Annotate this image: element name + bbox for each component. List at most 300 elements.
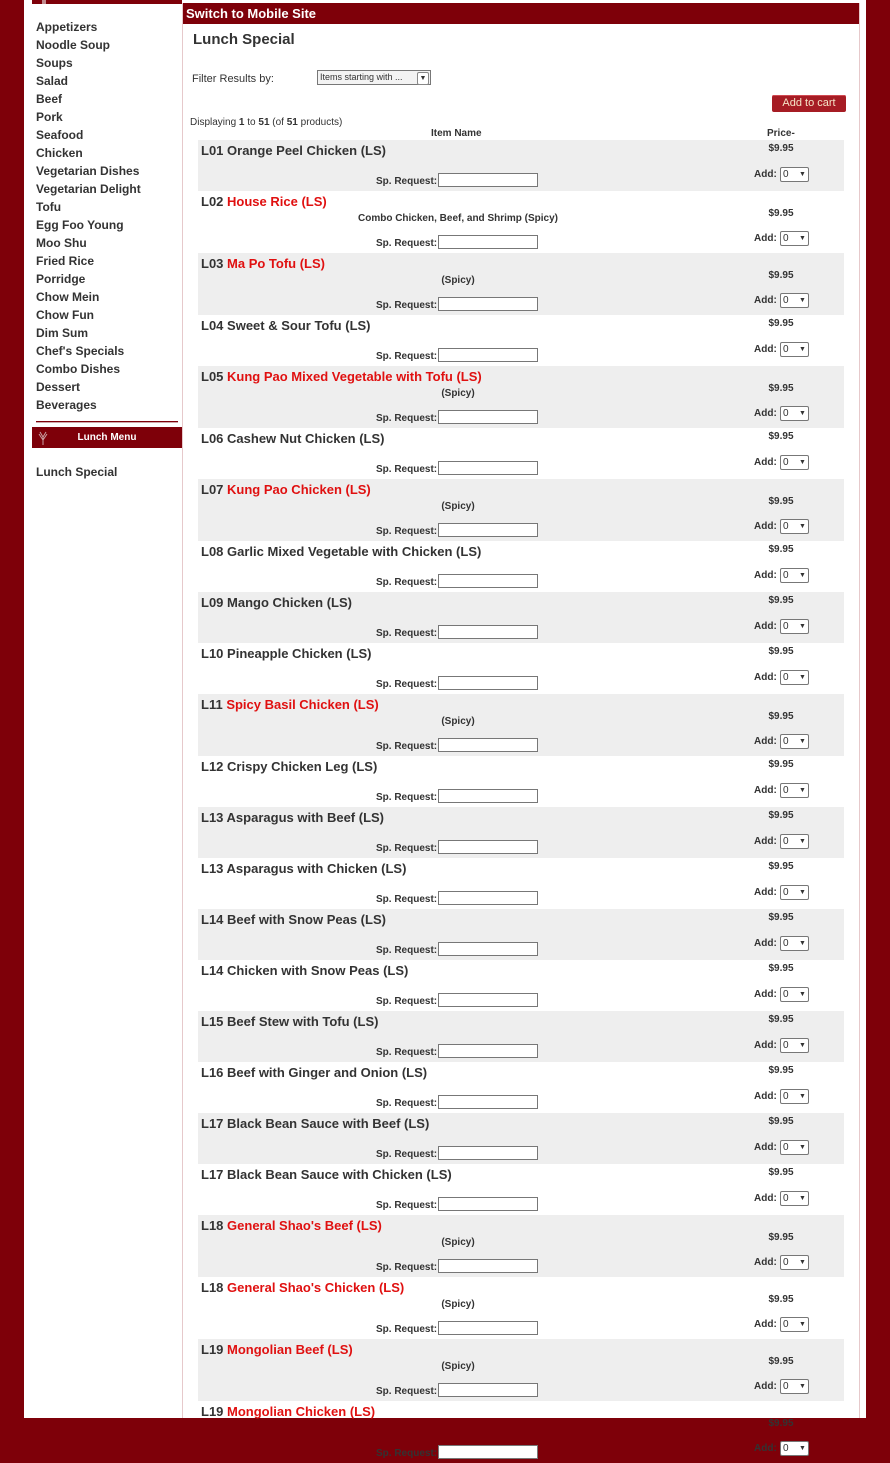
product-row <box>198 140 844 191</box>
add-quantity-label: Add: <box>754 344 777 355</box>
quantity-value: 0 <box>783 989 789 1000</box>
top-bar-notch <box>42 0 46 4</box>
product-title[interactable]: Crispy Chicken Leg (LS) <box>227 759 378 774</box>
product-row <box>198 960 844 1011</box>
sidebar-item-fried-rice[interactable]: Fried Rice <box>36 254 95 268</box>
special-request-label: Sp. Request: <box>376 1448 438 1459</box>
pagination-from: 1 <box>238 117 245 128</box>
special-request-input[interactable] <box>438 1095 538 1109</box>
special-request-label: Sp. Request: <box>376 1324 438 1335</box>
sidebar-item-beverages[interactable]: Beverages <box>36 398 97 412</box>
special-request-label: Sp. Request: <box>376 238 438 249</box>
product-row <box>198 807 844 858</box>
product-code: L19 <box>201 1404 224 1419</box>
special-request-label: Sp. Request: <box>376 1149 438 1160</box>
quantity-select[interactable] <box>780 783 809 798</box>
chevron-down-icon: ▼ <box>799 991 806 998</box>
special-request-input[interactable] <box>438 891 538 905</box>
add-quantity-label: Add: <box>754 570 777 581</box>
add-to-cart-button[interactable]: Add to cart <box>772 95 846 112</box>
product-code: L04 <box>201 318 224 333</box>
product-title[interactable]: Cashew Nut Chicken (LS) <box>227 431 385 446</box>
product-price: $9.95 <box>768 1167 794 1178</box>
add-quantity-label: Add: <box>754 1319 777 1330</box>
chevron-down-icon: ▼ <box>799 1195 806 1202</box>
add-quantity-label: Add: <box>754 521 777 532</box>
product-name[interactable] <box>201 143 386 158</box>
product-code: L15 <box>201 1014 224 1029</box>
product-code: L03 <box>201 256 224 271</box>
chevron-down-icon: ▼ <box>799 838 806 845</box>
add-quantity-label: Add: <box>754 1040 777 1051</box>
product-name[interactable] <box>201 318 371 333</box>
quantity-select[interactable] <box>780 1441 809 1456</box>
quantity-select[interactable] <box>780 167 809 182</box>
chevron-down-icon: ▼ <box>799 1383 806 1390</box>
product-name[interactable] <box>201 759 377 774</box>
chevron-down-icon: ▼ <box>799 297 806 304</box>
product-code: L10 <box>201 646 224 661</box>
add-quantity-label: Add: <box>754 785 777 796</box>
product-name[interactable] <box>201 1065 427 1080</box>
special-request-label: Sp. Request: <box>376 1262 438 1273</box>
quantity-select[interactable] <box>780 455 809 470</box>
add-quantity-label: Add: <box>754 938 777 949</box>
product-price: $9.95 <box>768 1065 794 1076</box>
lunch-menu-header <box>32 427 182 448</box>
product-row <box>198 1277 844 1339</box>
sidebar-item-noodle-soup[interactable]: Noodle Soup <box>36 38 110 52</box>
quantity-select[interactable] <box>780 885 809 900</box>
product-title[interactable]: General Shao's Chicken (LS) <box>227 1280 405 1295</box>
chevron-down-icon: ▼ <box>799 889 806 896</box>
add-quantity-label: Add: <box>754 836 777 847</box>
product-code: L17 <box>201 1116 224 1131</box>
product-name[interactable] <box>201 646 372 661</box>
special-request-input[interactable] <box>438 942 538 956</box>
special-request-input[interactable] <box>438 461 538 475</box>
sidebar-item-soups[interactable]: Soups <box>36 56 73 70</box>
sidebar-item-egg-foo-young[interactable]: Egg Foo Young <box>36 218 124 232</box>
special-request-input[interactable] <box>438 173 538 187</box>
sidebar-item-porridge[interactable]: Porridge <box>36 272 86 286</box>
chevron-down-icon: ▼ <box>799 1093 806 1100</box>
quantity-select[interactable] <box>780 987 809 1002</box>
product-description: (Spicy) <box>441 1299 475 1310</box>
product-row <box>198 366 844 428</box>
product-title[interactable]: Black Bean Sauce with Chicken (LS) <box>227 1167 452 1182</box>
quantity-select[interactable] <box>780 1191 809 1206</box>
add-quantity-label: Add: <box>754 989 777 1000</box>
special-request-input[interactable] <box>438 1259 538 1273</box>
special-request-label: Sp. Request: <box>376 792 438 803</box>
product-name[interactable] <box>201 1280 404 1295</box>
product-price: $9.95 <box>768 1232 794 1243</box>
quantity-value: 0 <box>783 621 789 632</box>
chevron-down-icon: ▼ <box>799 787 806 794</box>
special-request-input[interactable] <box>438 1321 538 1335</box>
product-row <box>198 253 844 315</box>
special-request-label: Sp. Request: <box>376 351 438 362</box>
sidebar-item-pork[interactable]: Pork <box>36 110 63 124</box>
product-description: (Spicy) <box>441 501 475 512</box>
product-price: $9.95 <box>768 1418 794 1429</box>
special-request-input[interactable] <box>438 789 538 803</box>
product-name[interactable] <box>201 912 386 927</box>
quantity-select[interactable] <box>780 519 809 534</box>
pagination-total: 51 <box>286 117 298 128</box>
quantity-value: 0 <box>783 1319 789 1330</box>
product-title[interactable]: Garlic Mixed Vegetable with Chicken (LS) <box>227 544 482 559</box>
quantity-value: 0 <box>783 295 789 306</box>
sidebar-item-tofu[interactable]: Tofu <box>36 200 62 214</box>
quantity-select[interactable] <box>780 1379 809 1394</box>
special-request-label: Sp. Request: <box>376 300 438 311</box>
product-code: L17 <box>201 1167 224 1182</box>
quantity-select[interactable] <box>780 342 809 357</box>
main-content <box>182 3 860 1459</box>
sidebar-item-lunch-special[interactable]: Lunch Special <box>36 465 118 479</box>
product-price: $9.95 <box>768 1294 794 1305</box>
product-name[interactable] <box>201 1167 452 1182</box>
special-request-label: Sp. Request: <box>376 945 438 956</box>
special-request-input[interactable] <box>438 1197 538 1211</box>
product-title[interactable]: Mongolian Beef (LS) <box>227 1342 353 1357</box>
add-quantity-label: Add: <box>754 1142 777 1153</box>
quantity-select[interactable] <box>780 834 809 849</box>
special-request-label: Sp. Request: <box>376 628 438 639</box>
product-price: $9.95 <box>768 143 794 154</box>
add-quantity-label: Add: <box>754 1381 777 1392</box>
product-title[interactable]: Beef Stew with Tofu (LS) <box>227 1014 379 1029</box>
special-request-label: Sp. Request: <box>376 526 438 537</box>
add-quantity-label: Add: <box>754 295 777 306</box>
product-row <box>198 858 844 909</box>
filter-select[interactable] <box>317 70 431 85</box>
quantity-value: 0 <box>783 938 789 949</box>
special-request-input[interactable] <box>438 840 538 854</box>
product-price: $9.95 <box>768 711 794 722</box>
product-price: $9.95 <box>768 1116 794 1127</box>
product-price: $9.95 <box>768 810 794 821</box>
quantity-value: 0 <box>783 672 789 683</box>
product-description: (Spicy) <box>441 1237 475 1248</box>
chevron-down-icon: ▼ <box>799 410 806 417</box>
product-price: $9.95 <box>768 861 794 872</box>
add-quantity-label: Add: <box>754 1257 777 1268</box>
sidebar-item-moo-shu[interactable]: Moo Shu <box>36 236 87 250</box>
quantity-value: 0 <box>783 736 789 747</box>
add-quantity-label: Add: <box>754 408 777 419</box>
product-price: $9.95 <box>768 963 794 974</box>
chevron-down-icon: ▼ <box>799 940 806 947</box>
pagination-suffix: products) <box>297 117 343 128</box>
product-row <box>198 756 844 807</box>
sidebar <box>32 0 182 1418</box>
quantity-select[interactable] <box>780 734 809 749</box>
product-row <box>198 479 844 541</box>
product-name[interactable] <box>201 963 408 978</box>
product-title[interactable]: Mango Chicken (LS) <box>227 595 352 610</box>
product-price: $9.95 <box>768 383 794 394</box>
product-title[interactable]: Orange Peel Chicken (LS) <box>227 143 386 158</box>
product-name[interactable] <box>201 697 379 712</box>
sidebar-item-beef[interactable]: Beef <box>36 92 63 106</box>
product-code: L01 <box>201 143 224 158</box>
product-code: L09 <box>201 595 224 610</box>
product-code: L08 <box>201 544 224 559</box>
quantity-select[interactable] <box>780 619 809 634</box>
add-quantity-label: Add: <box>754 457 777 468</box>
product-price: $9.95 <box>768 1356 794 1367</box>
add-quantity-label: Add: <box>754 736 777 747</box>
sidebar-item-dim-sum[interactable]: Dim Sum <box>36 326 89 340</box>
product-title[interactable]: Mongolian Chicken (LS) <box>227 1404 376 1419</box>
product-row <box>198 1401 844 1463</box>
special-request-input[interactable] <box>438 574 538 588</box>
product-row <box>198 694 844 756</box>
special-request-label: Sp. Request: <box>376 413 438 424</box>
product-row <box>198 643 844 694</box>
pagination-summary <box>190 117 342 128</box>
product-title[interactable]: Asparagus with Chicken (LS) <box>226 861 407 876</box>
chevron-down-icon: ▼ <box>799 171 806 178</box>
product-code: L11 <box>201 697 223 712</box>
quantity-value: 0 <box>783 836 789 847</box>
quantity-select[interactable] <box>780 1089 809 1104</box>
product-title[interactable]: Asparagus with Beef (LS) <box>226 810 385 825</box>
product-row <box>198 428 844 479</box>
product-name[interactable] <box>201 1342 353 1357</box>
sidebar-top-bar <box>32 0 182 4</box>
quantity-value: 0 <box>783 233 789 244</box>
product-name[interactable] <box>201 256 325 271</box>
special-request-label: Sp. Request: <box>376 894 438 905</box>
product-price: $9.95 <box>768 431 794 442</box>
product-row <box>198 1215 844 1277</box>
product-name[interactable] <box>201 431 385 446</box>
product-description: (Spicy) <box>441 275 475 286</box>
product-price: $9.95 <box>768 1014 794 1025</box>
quantity-value: 0 <box>783 344 789 355</box>
quantity-select[interactable] <box>780 1038 809 1053</box>
sidebar-item-appetizers[interactable]: Appetizers <box>36 20 98 34</box>
special-request-input[interactable] <box>438 676 538 690</box>
sidebar-item-combo-dishes[interactable]: Combo Dishes <box>36 362 121 376</box>
product-name[interactable] <box>201 810 384 825</box>
sidebar-item-salad[interactable]: Salad <box>36 74 69 88</box>
product-title[interactable]: Beef with Snow Peas (LS) <box>227 912 386 927</box>
special-request-input[interactable] <box>438 1044 538 1058</box>
product-price: $9.95 <box>768 270 794 281</box>
chevron-down-icon: ▼ <box>417 72 429 85</box>
product-price: $9.95 <box>768 595 794 606</box>
quantity-value: 0 <box>783 457 789 468</box>
sidebar-item-chef-s-specials[interactable]: Chef's Specials <box>36 344 125 358</box>
quantity-select[interactable] <box>780 231 809 246</box>
add-quantity-label: Add: <box>754 1193 777 1204</box>
product-name[interactable] <box>201 861 406 876</box>
add-quantity-label: Add: <box>754 1443 777 1454</box>
product-price: $9.95 <box>768 496 794 507</box>
chevron-down-icon: ▼ <box>799 572 806 579</box>
product-title[interactable]: Sweet & Sour Tofu (LS) <box>227 318 371 333</box>
add-quantity-label: Add: <box>754 1091 777 1102</box>
pagination-prefix: Displaying <box>190 117 239 128</box>
product-name[interactable] <box>201 194 327 209</box>
product-name[interactable] <box>201 595 352 610</box>
special-request-input[interactable] <box>438 738 538 752</box>
special-request-input[interactable] <box>438 1146 538 1160</box>
product-row <box>198 315 844 366</box>
product-description: (Spicy) <box>441 388 475 399</box>
sidebar-item-chow-mein[interactable]: Chow Mein <box>36 290 100 304</box>
add-quantity-label: Add: <box>754 672 777 683</box>
product-row <box>198 541 844 592</box>
product-row <box>198 1113 844 1164</box>
product-price: $9.95 <box>768 208 794 219</box>
quantity-value: 0 <box>783 1257 789 1268</box>
quantity-select[interactable] <box>780 936 809 951</box>
special-request-input[interactable] <box>438 993 538 1007</box>
product-title[interactable]: House Rice (LS) <box>227 194 327 209</box>
quantity-value: 0 <box>783 1142 789 1153</box>
special-request-label: Sp. Request: <box>376 679 438 690</box>
special-request-input[interactable] <box>438 235 538 249</box>
quantity-value: 0 <box>783 785 789 796</box>
page-title: Lunch Special <box>193 31 295 48</box>
sidebar-item-chicken[interactable]: Chicken <box>36 146 83 160</box>
quantity-select[interactable] <box>780 293 809 308</box>
quantity-value: 0 <box>783 1040 789 1051</box>
add-quantity-label: Add: <box>754 887 777 898</box>
product-code: L18 <box>201 1280 224 1295</box>
pagination-of: (of <box>269 117 287 128</box>
sidebar-item-chow-fun[interactable]: Chow Fun <box>36 308 94 322</box>
product-code: L18 <box>201 1218 224 1233</box>
product-code: L14 <box>201 912 224 927</box>
quantity-value: 0 <box>783 570 789 581</box>
chevron-down-icon: ▼ <box>799 523 806 530</box>
special-request-label: Sp. Request: <box>376 1386 438 1397</box>
product-title[interactable]: Kung Pao Chicken (LS) <box>227 482 371 497</box>
quantity-select[interactable] <box>780 1255 809 1270</box>
special-request-label: Sp. Request: <box>376 741 438 752</box>
chevron-down-icon: ▼ <box>799 674 806 681</box>
special-request-input[interactable] <box>438 348 538 362</box>
quantity-select[interactable] <box>780 406 809 421</box>
product-title[interactable]: Chicken with Snow Peas (LS) <box>227 963 409 978</box>
product-name[interactable] <box>201 1218 382 1233</box>
product-title[interactable]: Black Bean Sauce with Beef (LS) <box>227 1116 430 1131</box>
product-code: L06 <box>201 431 224 446</box>
product-row <box>198 592 844 643</box>
quantity-value: 0 <box>783 521 789 532</box>
quantity-value: 0 <box>783 1381 789 1392</box>
product-row <box>198 191 844 253</box>
sidebar-item-vegetarian-dishes[interactable]: Vegetarian Dishes <box>36 164 140 178</box>
special-request-label: Sp. Request: <box>376 843 438 854</box>
product-row <box>198 909 844 960</box>
product-row <box>198 1011 844 1062</box>
special-request-input[interactable] <box>438 410 538 424</box>
product-name[interactable] <box>201 1404 375 1419</box>
product-price: $9.95 <box>768 318 794 329</box>
filter-selected-value: Items starting with ... <box>320 72 403 82</box>
chevron-down-icon: ▼ <box>799 346 806 353</box>
product-title[interactable]: Spicy Basil Chicken (LS) <box>226 697 379 712</box>
quantity-select[interactable] <box>780 1317 809 1332</box>
sidebar-item-vegetarian-delight[interactable]: Vegetarian Delight <box>36 182 141 196</box>
add-quantity-label: Add: <box>754 621 777 632</box>
special-request-input[interactable] <box>438 1383 538 1397</box>
special-request-input[interactable] <box>438 297 538 311</box>
quantity-value: 0 <box>783 1443 789 1454</box>
switch-to-mobile-link[interactable]: Switch to Mobile Site <box>183 3 859 24</box>
special-request-label: Sp. Request: <box>376 1098 438 1109</box>
special-request-label: Sp. Request: <box>376 464 438 475</box>
product-name[interactable] <box>201 1014 378 1029</box>
chevron-down-icon: ▼ <box>799 738 806 745</box>
add-quantity-label: Add: <box>754 169 777 180</box>
quantity-value: 0 <box>783 408 789 419</box>
product-name[interactable] <box>201 482 371 497</box>
chevron-down-icon: ▼ <box>799 1445 806 1452</box>
pagination-to: 51 <box>258 117 270 128</box>
special-request-label: Sp. Request: <box>376 176 438 187</box>
special-request-label: Sp. Request: <box>376 1200 438 1211</box>
product-code: L13 <box>201 861 224 876</box>
product-price: $9.95 <box>768 544 794 555</box>
chevron-down-icon: ▼ <box>799 235 806 242</box>
lunch-menu-title: Lunch Menu <box>77 432 137 443</box>
chevron-down-icon: ▼ <box>799 1042 806 1049</box>
product-row <box>198 1164 844 1215</box>
product-name[interactable] <box>201 544 481 559</box>
product-price: $9.95 <box>768 912 794 923</box>
pagination-to-word: to <box>244 117 259 128</box>
quantity-select[interactable] <box>780 1140 809 1155</box>
product-title[interactable]: Pineapple Chicken (LS) <box>227 646 372 661</box>
product-name[interactable] <box>201 369 482 384</box>
product-code: L02 <box>201 194 224 209</box>
category-list <box>36 19 141 415</box>
product-code: L12 <box>201 759 224 774</box>
product-name[interactable] <box>201 1116 429 1131</box>
quantity-select[interactable] <box>780 568 809 583</box>
chevron-down-icon: ▼ <box>799 459 806 466</box>
special-request-input[interactable] <box>438 1445 538 1459</box>
column-header-item-name: Item Name <box>431 128 482 139</box>
product-title[interactable]: Kung Pao Mixed Vegetable with Tofu (LS) <box>227 369 482 384</box>
product-row <box>198 1062 844 1113</box>
product-title[interactable]: Beef with Ginger and Onion (LS) <box>227 1065 428 1080</box>
chevron-down-icon: ▼ <box>799 623 806 630</box>
sidebar-item-dessert[interactable]: Dessert <box>36 380 81 394</box>
product-title[interactable]: General Shao's Beef (LS) <box>227 1218 382 1233</box>
product-title[interactable]: Ma Po Tofu (LS) <box>227 256 325 271</box>
special-request-input[interactable] <box>438 625 538 639</box>
quantity-select[interactable] <box>780 670 809 685</box>
special-request-input[interactable] <box>438 523 538 537</box>
product-description: (Spicy) <box>441 1361 475 1372</box>
add-quantity-label: Add: <box>754 233 777 244</box>
sidebar-item-seafood[interactable]: Seafood <box>36 128 84 142</box>
quantity-value: 0 <box>783 1091 789 1102</box>
product-code: L07 <box>201 482 224 497</box>
product-code: L05 <box>201 369 224 384</box>
special-request-label: Sp. Request: <box>376 1047 438 1058</box>
